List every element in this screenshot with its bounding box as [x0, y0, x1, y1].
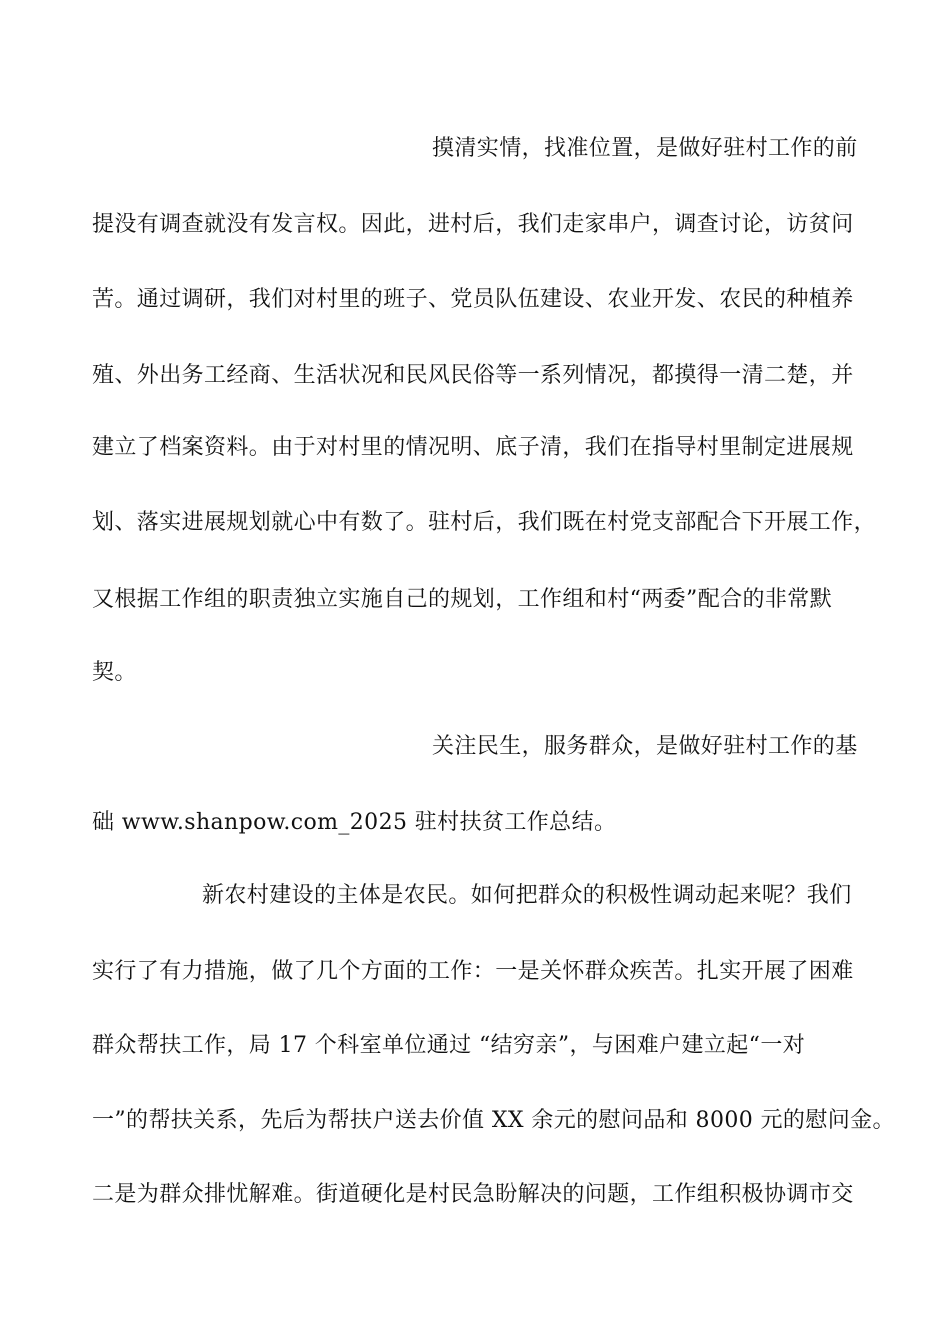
- paragraph-1-line-2: 提没有调查就没有发言权。因此，进村后，我们走家串户，调查讨论，访贫问: [92, 212, 854, 237]
- paragraph-3-line-4: 一”的帮扶关系，先后为帮扶户送去价值 XX 余元的慰问品和 8000 元的慰问金。: [92, 1108, 895, 1133]
- paragraph-2-line-2: 础 www.shanpow.com_2025 驻村扶贫工作总结。: [92, 810, 617, 835]
- paragraph-1-line-4: 殖、外出务工经商、生活状况和民风民俗等一系列情况，都摸得一清二楚，并: [92, 363, 854, 388]
- paragraph-3-line-3: 群众帮扶工作，局 17 个科室单位通过 “结穷亲”，与困难户建立起“一对: [92, 1033, 806, 1058]
- paragraph-1-line-8: 契。: [92, 660, 137, 685]
- paragraph-2-line-1: 关注民生，服务群众，是做好驻村工作的基: [432, 734, 858, 759]
- paragraph-1-line-6: 划、落实进展规划就心中有数了。驻村后，我们既在村党支部配合下开展工作，: [92, 510, 877, 535]
- paragraph-1-line-3: 苦。通过调研，我们对村里的班子、党员队伍建设、农业开发、农民的种植养: [92, 287, 854, 312]
- paragraph-3-line-5: 二是为群众排忧解难。街道硬化是村民急盼解决的问题，工作组积极协调市交: [92, 1182, 854, 1207]
- paragraph-1-line-1: 摸清实情，找准位置，是做好驻村工作的前: [432, 136, 858, 161]
- paragraph-3-line-2: 实行了有力措施，做了几个方面的工作：一是关怀群众疾苦。扎实开展了困难: [92, 959, 854, 984]
- paragraph-3-line-1: 新农村建设的主体是农民。如何把群众的积极性调动起来呢？我们: [202, 883, 852, 908]
- paragraph-1-line-7: 又根据工作组的职责独立实施自己的规划，工作组和村“两委”配合的非常默: [92, 587, 833, 612]
- paragraph-1-line-5: 建立了档案资料。由于对村里的情况明、底子清，我们在指导村里制定进展规: [92, 435, 854, 460]
